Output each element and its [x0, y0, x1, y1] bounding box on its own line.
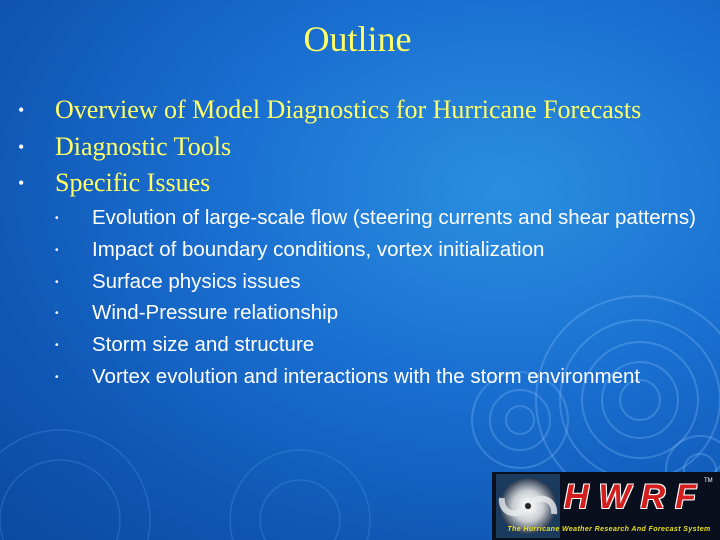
bullet-dot-icon: • — [18, 100, 25, 120]
sub-bullet-list — [55, 205, 715, 396]
sub-bullet-item — [55, 300, 715, 325]
sub-bullet-item — [55, 332, 715, 357]
sub-bullet-text: Evolution of large-scale flow (steering currents and shear patterns) — [92, 206, 696, 229]
sub-bullet-text: Wind-Pressure relationship — [92, 301, 339, 325]
sub-bullet-item — [55, 364, 715, 389]
sub-bullet-text: Impact of boundary conditions, vortex initialization — [92, 237, 545, 261]
bullet-item — [18, 165, 641, 202]
hwrf-logo — [492, 472, 720, 540]
sub-bullet-dot-icon: • — [55, 213, 59, 224]
sub-bullet-dot-icon: • — [55, 276, 59, 288]
bullet-text: Overview of Model Diagnostics for Hurricane Forecasts — [55, 95, 642, 124]
sub-bullet-text: Storm size and structure — [92, 333, 315, 357]
sub-bullet-dot-icon: • — [55, 308, 59, 320]
bullet-dot-icon: • — [18, 173, 25, 193]
sub-bullet-dot-icon: • — [55, 340, 59, 352]
bullet-text: Diagnostic Tools — [55, 131, 232, 161]
sub-bullet-dot-icon: • — [55, 371, 59, 383]
slide-title: Outline — [303, 19, 412, 59]
hwrf-tagline: The Hurricane Weather Research And Forecast System — [507, 526, 711, 533]
sub-bullet-text: Surface physics issues — [92, 269, 301, 293]
sub-bullet-item — [55, 205, 715, 230]
trademark-mark: TM — [704, 478, 713, 484]
bullet-item — [18, 92, 641, 129]
bullet-text: Specific Issues — [55, 168, 211, 197]
main-bullet-list — [18, 92, 641, 202]
hwrf-brand-text: HWRF — [564, 478, 706, 516]
bullet-dot-icon: • — [18, 136, 25, 157]
sub-bullet-item — [55, 237, 715, 262]
bullet-item — [18, 129, 641, 166]
sub-bullet-dot-icon: • — [55, 244, 59, 256]
sub-bullet-item — [55, 269, 715, 294]
sub-bullet-text: Vortex evolution and interactions with the storm environment — [92, 364, 641, 388]
